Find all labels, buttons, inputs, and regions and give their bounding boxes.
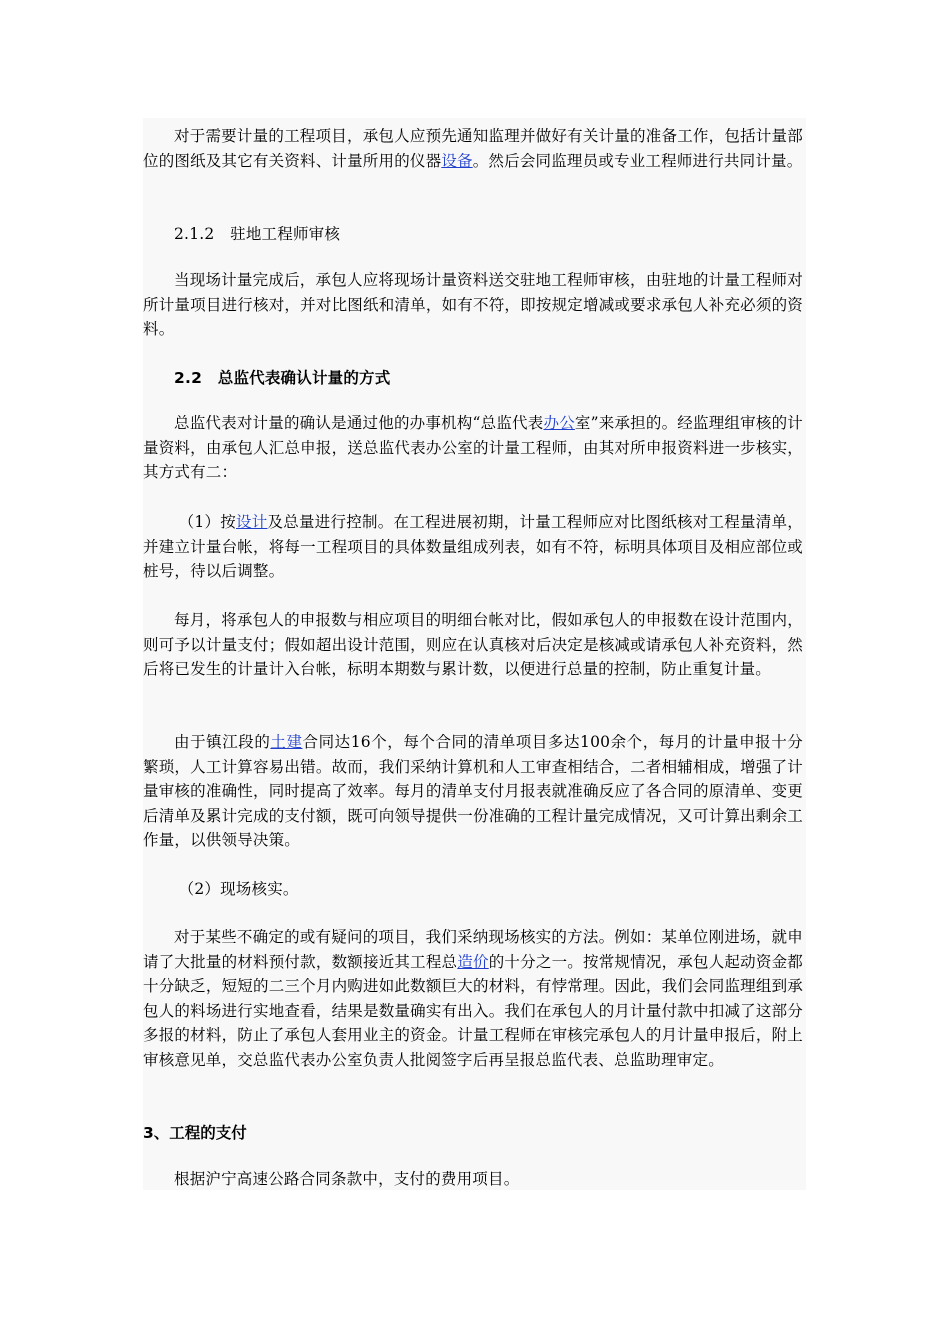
link-office[interactable]: 办公 [543,414,575,432]
text-run: 对于某些不确定的或有疑问的项目，我们采纳现场核实的方法。例如：某单位刚进场，就申请了大批量的材料预付款，数额接近其工程总 [143,928,803,971]
text-run: 的十分之一。按常规情况，承包人起动资金都十分缺乏，短短的二三个月内购进如此数额巨大的材料，有悖常理。因此，我们会同监理组到承包人的料场进行实地查看，结果是数量确实有出入。我们在承包人的月计量付款中扣减了这部分多报的材料，防止了承包人套用业主的资金。计量工程师在审核完承包人的月计量申报后，附上审核意见单，交总监代表办公室负责人批阅签字后再呈报总监代表、总监助理审定。 [143,952,803,1069]
paragraph-payment-items: 根据沪宁高速公路合同条款中，支付的费用项目。 [174,1170,520,1188]
text-run: 合同达16个，每个合同的清单项目多达100余个，每月的计量申报十分繁琐，人工计算容易出错。故而，我们采纳计算机和人工审查相结合，二者相辅相成，增强了计量审核的准确性，同时提高了效率。每月的清单支付月报表就准确反应了各合同的原清单、变更后清单及累计完成的支付额，既可向领导提供一份准确的工程计量完成情况，又可计算出剩余工作量，以供领导决策。 [143,733,803,849]
text-run: 室”来承担的。经监理组审核的计量资料，由承包人汇总申报，送总监代表办公室的计量工程师，由其对所申报资料进一步核实，其方式有二： [143,414,803,481]
link-civil-works[interactable]: 土建 [270,733,303,751]
text-run: （1）按 [178,513,237,531]
paragraph-resident-engineer-review: 当现场计量完成后，承包人应将现场计量资料送交驻地工程师审核，由驻地的计量工程师对所计量项目进行核对，并对比图纸和清单，如有不符，即按规定增减或要求承包人补充必须的资料。 [143,271,803,338]
paragraph-site-verification-title: （2）现场核实。 [178,880,299,898]
paragraph-design-control [143,510,803,584]
link-design[interactable]: 设计 [236,513,268,531]
paragraph-metering-preparation [143,124,803,173]
link-equipment[interactable]: 设备 [441,151,473,170]
text-run: 由于镇江段的 [174,733,271,751]
paragraph-monthly-comparison: 每月，将承包人的申报数与相应项目的明细台帐对比，假如承包人的申报数在设计范围内，则可予以计量支付；假如超出设计范围，则应在认真核对后决定是核减或请承包人补充资料，然后将已发生的计量计入台帐，标明本期数与累计数，以便进行总量的控制，防止重复计量。 [143,611,803,678]
text-run: 及总量进行控制。在工程进展初期，计量工程师应对比图纸核对工程量清单，并建立计量台帐，将每一工程项目的具体数量组成列表，如有不符，标明具体项目及相应部位或桩号，待以后调整。 [143,513,803,580]
paragraph-confirmation-method [143,411,803,485]
heading-2-1-2: 2.1.2 驻地工程师审核 [174,225,341,243]
text-run: 对于需要计量的工程项目，承包人应预先通知监理并做好有关计量的准备工作，包括计量部位的图纸及其它有关资料、计量所用的仪器 [143,127,803,170]
paragraph-site-verification [143,925,803,1072]
text-run: 。然后会同监理员或专业工程师进行共同计量。 [472,151,803,170]
paragraph-zhenjiang-contracts [143,730,803,853]
link-cost[interactable]: 造价 [457,952,489,971]
text-run: 总监代表对计量的确认是通过他的办事机构“总监代表 [174,414,544,432]
heading-3-payment: 3、工程的支付 [143,1124,247,1142]
heading-2-2: 2.2 总监代表确认计量的方式 [174,369,391,387]
